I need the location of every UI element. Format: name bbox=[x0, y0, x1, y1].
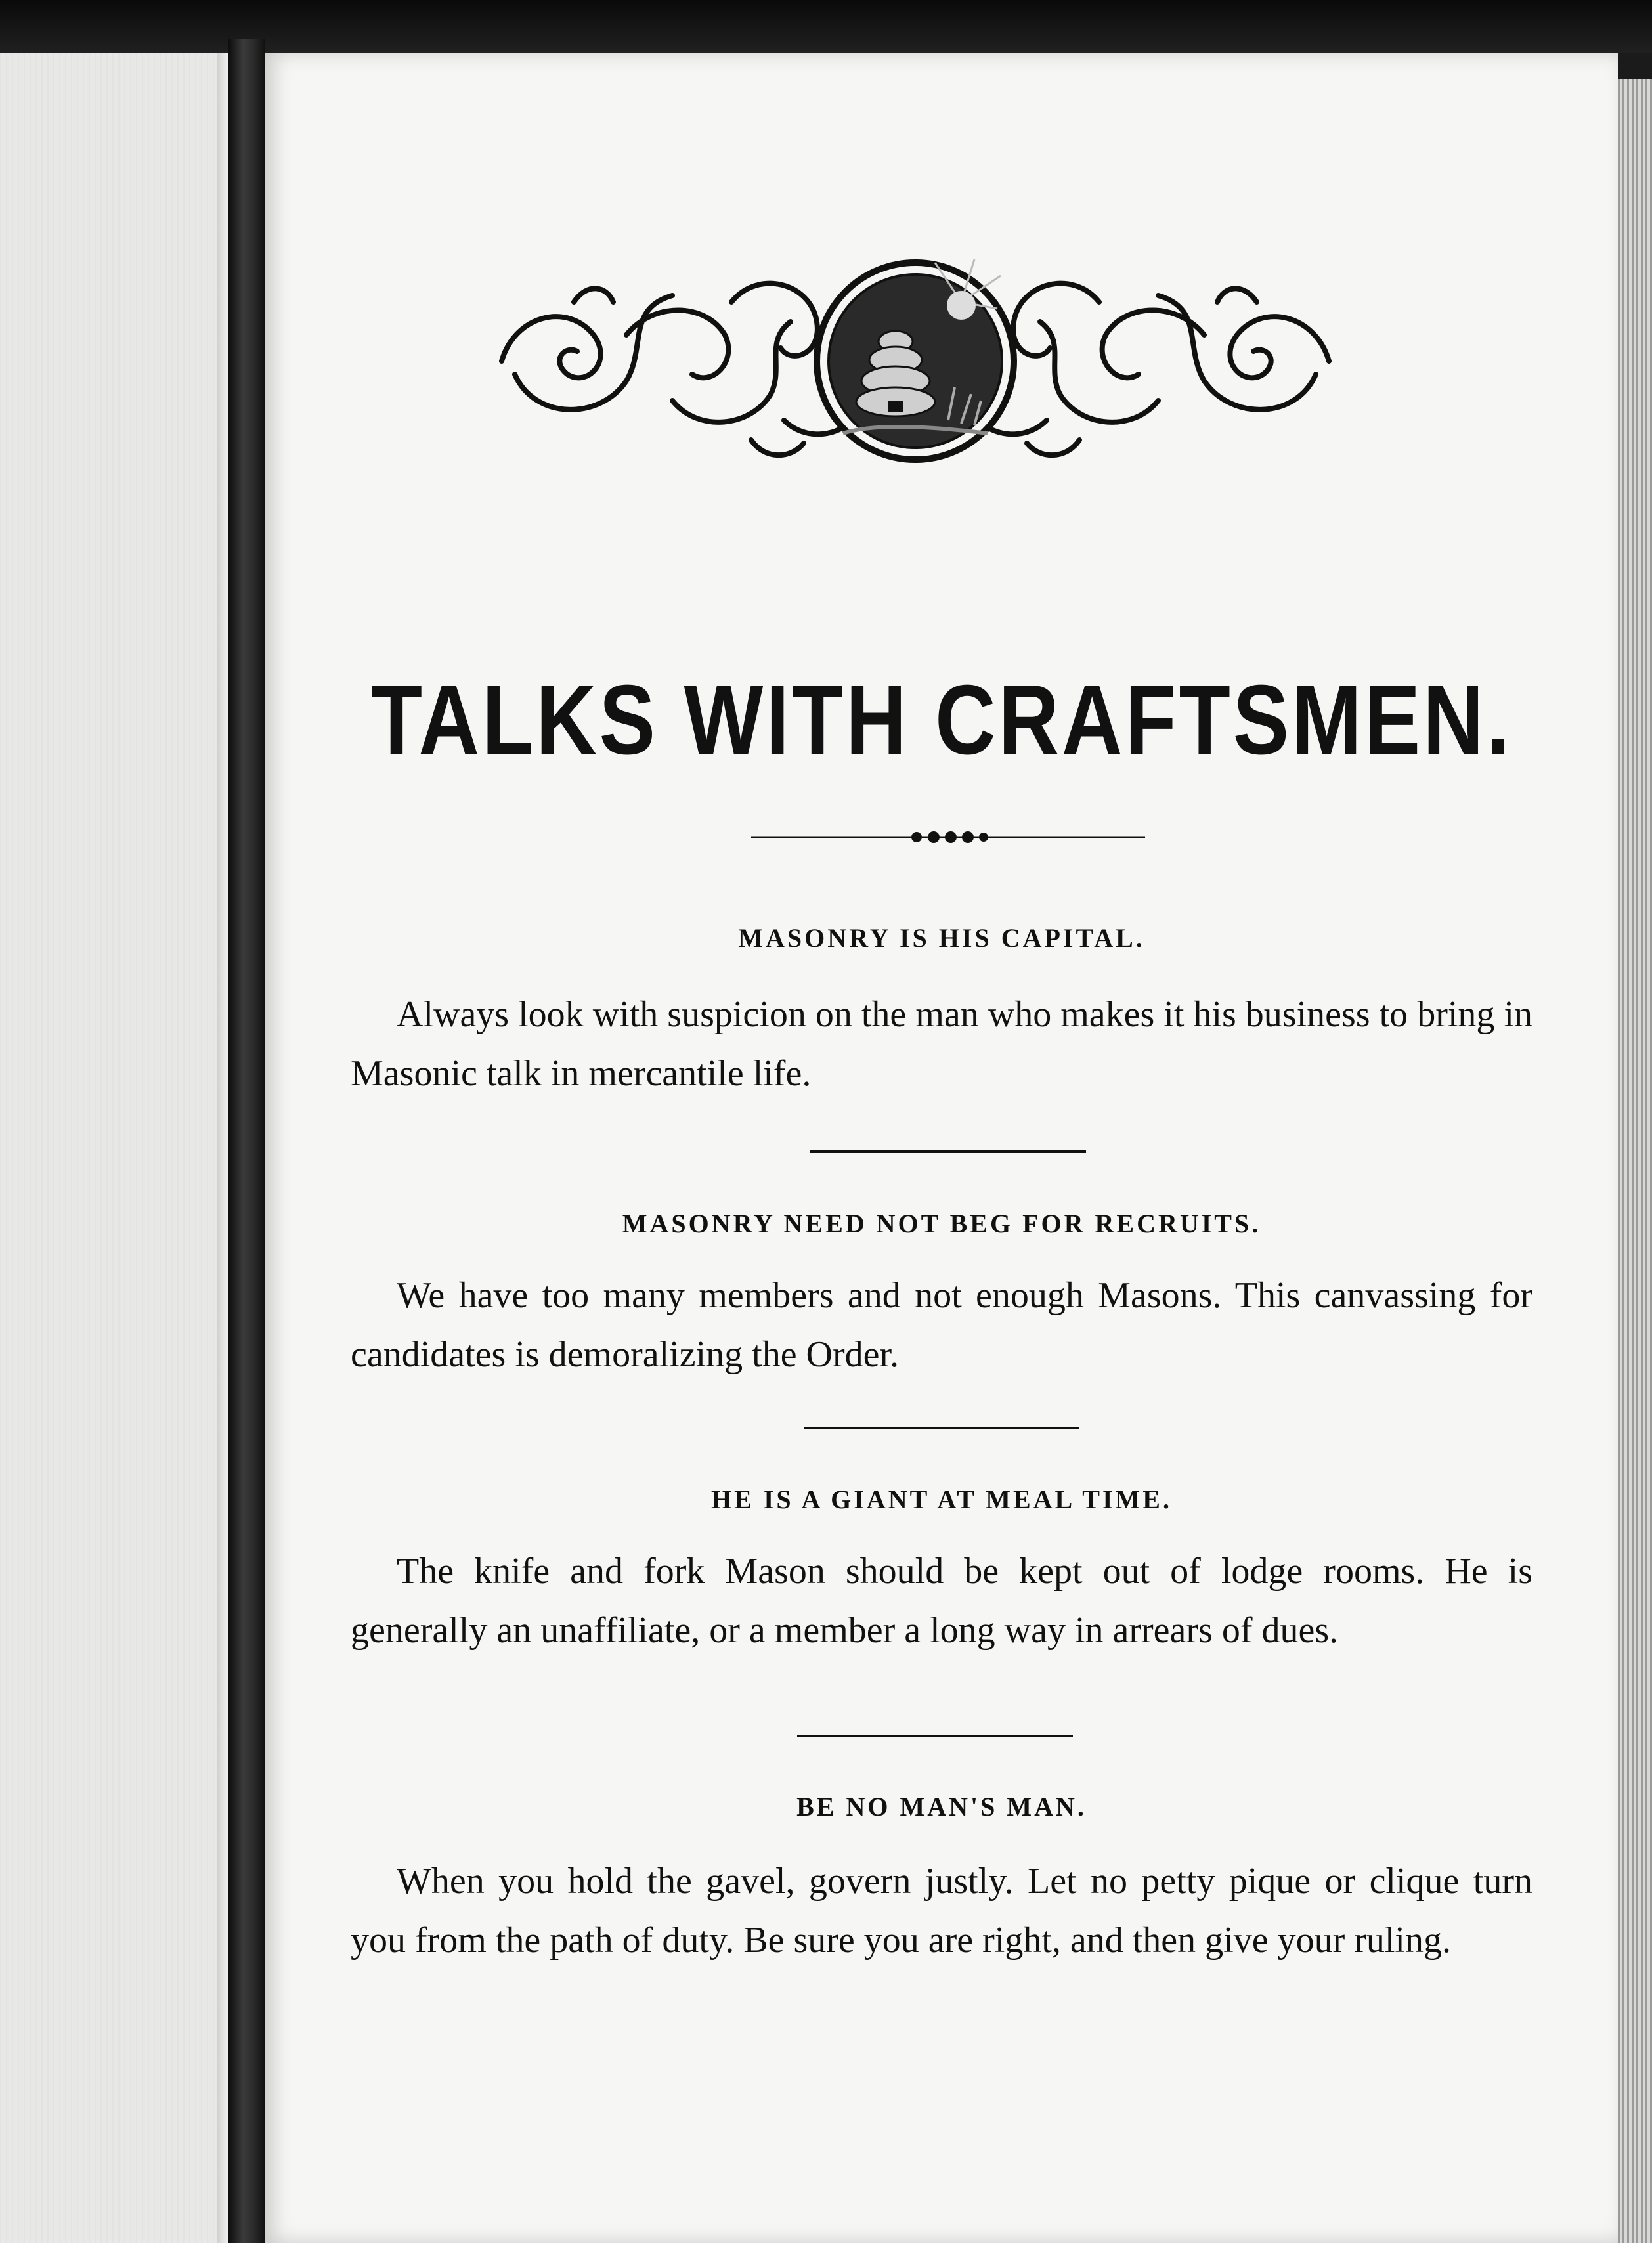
section-text-body: We have too many members and not enough Masons. This canvassing for candidates is demoralizing the Order. bbox=[351, 1275, 1532, 1375]
section-text bbox=[351, 1542, 1532, 1660]
ornamental-rule bbox=[751, 827, 1145, 847]
section-text bbox=[351, 1852, 1532, 1970]
left-facing-page bbox=[0, 53, 223, 2243]
section-text-body: Always look with suspicion on the man who makes it his business to bring in Masonic talk in mercantile life. bbox=[351, 994, 1532, 1094]
section-heading: BE NO MAN'S MAN. bbox=[796, 1792, 1087, 1821]
section-heading: MASONRY IS HIS CAPITAL. bbox=[738, 923, 1145, 953]
left-page-edge bbox=[217, 53, 228, 2243]
page-edges bbox=[1618, 79, 1652, 2243]
scroll-ornament-with-beehive-icon bbox=[475, 223, 1355, 499]
section-divider bbox=[804, 1427, 1079, 1429]
section-text-body: When you hold the gavel, govern justly. Let no petty pique or clique turn you from the path of duty. Be sure you are right, and then give your ruling. bbox=[351, 1861, 1532, 1961]
book-page bbox=[265, 53, 1618, 2243]
section-divider bbox=[810, 1150, 1086, 1153]
book-gutter bbox=[228, 39, 265, 2243]
section-heading: MASONRY NEED NOT BEG FOR RECRUITS. bbox=[622, 1209, 1261, 1238]
page-title: TALKS WITH CRAFTSMEN. bbox=[370, 664, 1513, 776]
section-text bbox=[351, 1266, 1532, 1384]
section-text bbox=[351, 985, 1532, 1103]
section-heading: HE IS A GIANT AT MEAL TIME. bbox=[711, 1485, 1172, 1514]
section-divider bbox=[797, 1735, 1073, 1737]
section-text-body: The knife and fork Mason should be kept out of lodge rooms. He is generally an unaffiliate, or a member a long way in arrears of dues. bbox=[351, 1551, 1532, 1651]
